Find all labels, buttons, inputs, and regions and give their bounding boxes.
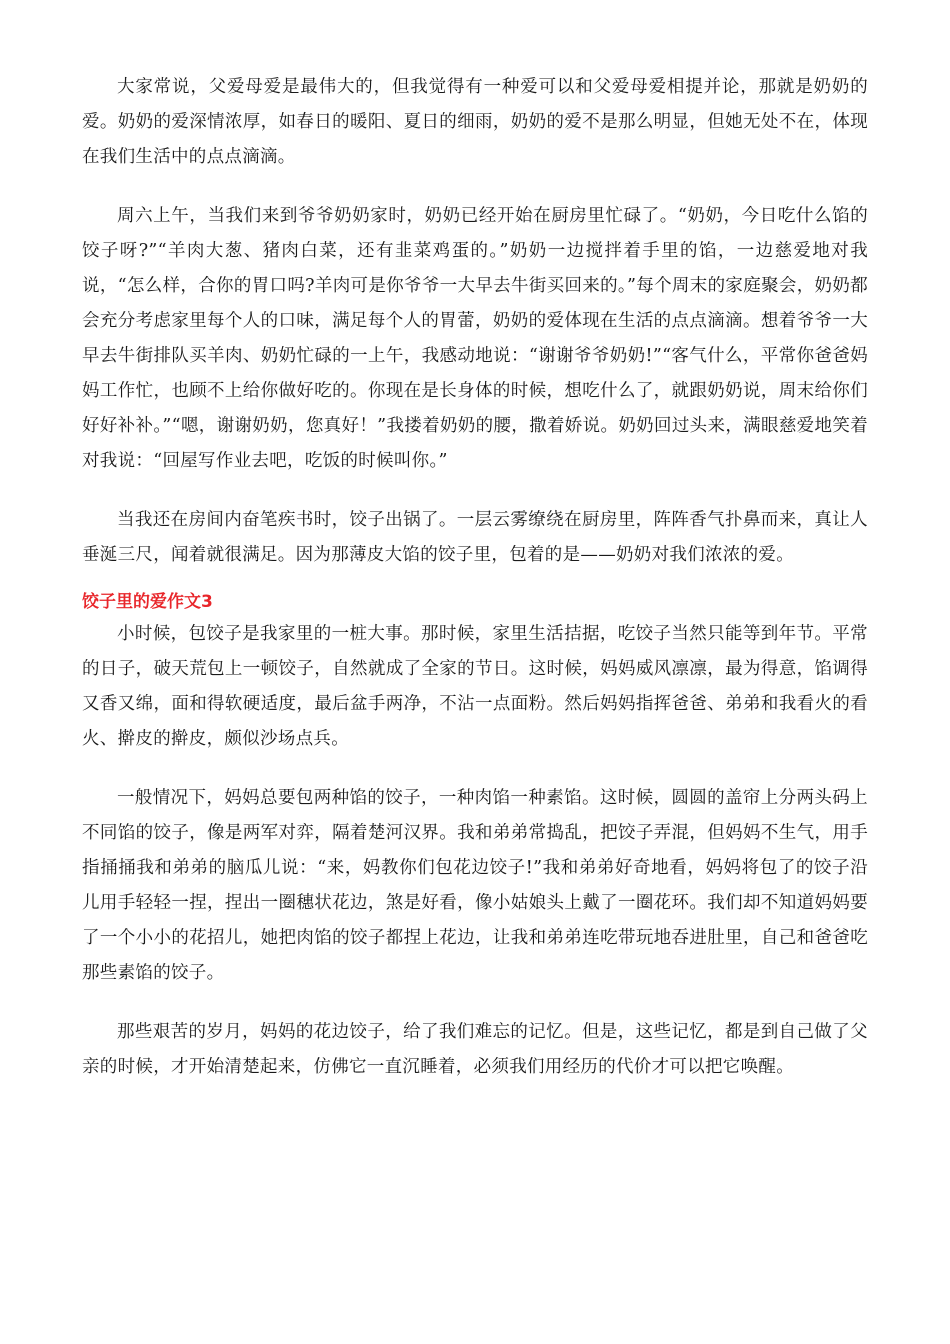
paragraph-grandma-love-intro: 大家常说，父爱母爱是最伟大的，但我觉得有一种爱可以和父爱母爱相提并论，那就是奶奶的爱。奶奶的爱深情浓厚，如春日的暖阳、夏日的细雨，奶奶的爱不是那么明显，但她无处不在，体现在我们生活中的点点滴滴。 — [82, 77, 868, 167]
section-heading: 饺子里的爱作文3 — [82, 592, 213, 612]
paragraph-childhood-dumplings: 小时候，包饺子是我家里的一桩大事。那时候，家里生活拮据，吃饺子当然只能等到年节。平常的日子，破天荒包上一顿饺子，自然就成了全家的节日。这时候，妈妈威风凛凛，最为得意，馅调得又香又绵，面和得软硬适度，最后盆手两净，不沾一点面粉。然后妈妈指挥爸爸、弟弟和我看火的看火、擀皮的擀皮，颇似沙场点兵。 — [82, 624, 868, 749]
paragraph-saturday-dumplings: 周六上午，当我们来到爷爷奶奶家时，奶奶已经开始在厨房里忙碌了。“奶奶，今日吃什么馅的饺子呀?”“羊肉大葱、猪肉白菜，还有韭菜鸡蛋的。”奶奶一边搅拌着手里的馅，一边慈爱地对我说，“怎么样，合你的胃口吗?羊肉可是你爷爷一大早去牛街买回来的。”每个周末的家庭聚会，奶奶都会充分考虑家里每个人的口味，满足每个人的胃蕾，奶奶的爱体现在生活的点点滴滴。想着爷爷一大早去牛街排队买羊肉、奶奶忙碌的一上午，我感动地说：“谢谢爷爷奶奶!”“客气什么，平常你爸爸妈妈工作忙，也顾不上给你做好吃的。你现在是长身体的时候，想吃什么了，就跟奶奶说，周末给你们好好补补。”“嗯，谢谢奶奶，您真好！”我搂着奶奶的腰，撒着娇说。奶奶回过头来，满眼慈爱地笑着对我说：“回屋写作业去吧，吃饭的时候叫你。” — [82, 206, 868, 471]
paragraph-memories: 那些艰苦的岁月，妈妈的花边饺子，给了我们难忘的记忆。但是，这些记忆，都是到自己做了父亲的时候，才开始清楚起来，仿佛它一直沉睡着，必须我们用经历的代价才可以把它唤醒。 — [82, 1022, 868, 1077]
document-page — [82, 70, 868, 1109]
paragraph-dumplings-ready: 当我还在房间内奋笔疾书时，饺子出锅了。一层云雾缭绕在厨房里，阵阵香气扑鼻而来，真让人垂涎三尺，闻着就很满足。因为那薄皮大馅的饺子里，包着的是——奶奶对我们浓浓的爱。 — [82, 510, 868, 565]
paragraph-two-fillings: 一般情况下，妈妈总要包两种馅的饺子，一种肉馅一种素馅。这时候，圆圆的盖帘上分两头码上不同馅的饺子，像是两军对弈，隔着楚河汉界。我和弟弟常捣乱，把饺子弄混，但妈妈不生气，用手指捅捅我和弟弟的脑瓜儿说：“来，妈教你们包花边饺子!”我和弟弟好奇地看，妈妈将包了的饺子沿儿用手轻轻一捏，捏出一圈穗状花边，煞是好看，像小姑娘头上戴了一圈花环。我们却不知道妈妈要了一个小小的花招儿，她把肉馅的饺子都捏上花边，让我和弟弟连吃带玩地吞进肚里，自己和爸爸吃那些素馅的饺子。 — [82, 788, 868, 983]
